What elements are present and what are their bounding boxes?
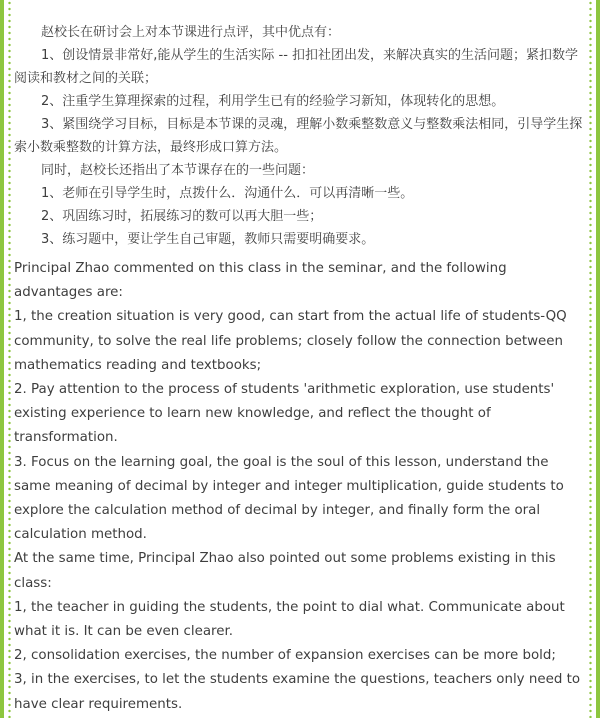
article-content: [14, 0, 586, 717]
en-pro-2: 2. Pay attention to the process of students 'arithmetic exploration, use students' existing experience to learn new knowledge, and reflect the thought of transformation.: [14, 382, 555, 446]
left-border: [0, 0, 4, 718]
right-border: [596, 0, 600, 718]
cn-pro-1: 1、创设情景非常好,能从学生的生活实际 -- 扣扣社团出发，来解决真实的生活问题；紧扣数学阅读和教材之间的关联；: [14, 48, 579, 86]
en-problem-2: 2, consolidation exercises, the number of expansion exercises can be more bold;: [14, 648, 556, 664]
en-problem-1: 1, the teacher in guiding the students, the point to dial what. Communicate about what it is. It can be even clearer.: [14, 599, 565, 640]
cn-problem-3: 3、练习题中，要让学生自己审题，教师只需要明确要求。: [41, 232, 375, 247]
en-intro: Principal Zhao commented on this class in the seminar, and the following advantages are:: [14, 261, 507, 301]
left-dotted-border: [8, 0, 11, 718]
cn-problem-1: 1、老师在引导学生时，点拨什么．沟通什么．可以再清晰一些。: [41, 186, 414, 201]
en-pro-3: 3. Focus on the learning goal, the goal is the soul of this lesson, understand the same meaning of decimal by integer and integer multiplication, guide students to explore the calculation method of decimal by integer, and finally form the oral calculation method.: [14, 454, 564, 543]
en-pro-1: 1, the creation situation is very good, can start from the actual life of students-QQ community, to solve the real life problems; closely follow the connection between mathematics reading and textbooks;: [14, 309, 567, 373]
cn-pro-2: 2、注重学生算理探索的过程，利用学生已有的经验学习新知，体现转化的思想。: [41, 94, 505, 109]
right-dotted-border: [589, 0, 592, 718]
en-problems-intro: At the same time, Principal Zhao also pointed out some problems existing in this class:: [14, 551, 556, 591]
cn-problems-intro: 同时，赵校长还指出了本节课存在的一些问题：: [41, 163, 315, 178]
cn-problem-2: 2、巩固练习时，拓展练习的数可以再大胆一些；: [41, 209, 323, 224]
en-problem-3: 3, in the exercises, to let the students examine the questions, teachers only need to have clear requirements.: [14, 672, 581, 712]
cn-pro-3: 3、紧围绕学习目标，目标是本节课的灵魂，理解小数乘整数意义与整数乘法相同，引导学生探索小数乘整数的计算方法，最终形成口算方法。: [14, 117, 583, 155]
cn-intro: 赵校长在研讨会上对本节课进行点评，其中优点有：: [41, 25, 341, 40]
